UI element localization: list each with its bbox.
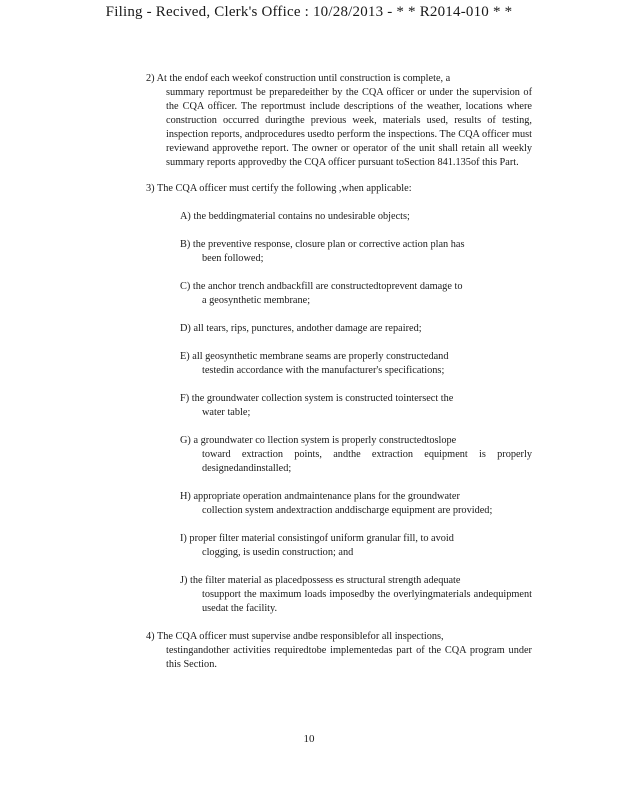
list-item-a xyxy=(180,210,532,224)
paragraph-4-first-line: 4) The CQA officer must supervise andbe responsiblefor all inspections, xyxy=(146,631,444,642)
list-item-continuation: toward extraction points, andthe extraction equipment is properly designedandinstalled; xyxy=(202,449,532,474)
list-item-continuation: a geosynthetic membrane; xyxy=(202,295,311,306)
paragraph-2 xyxy=(146,72,532,170)
list-item-c xyxy=(180,280,532,308)
list-item-continuation: been followed; xyxy=(202,253,264,264)
list-item-d xyxy=(180,322,532,336)
paragraph-2-body: summary reportmust be preparedeither by the CQA officer or under the supervision of the CQA officer. The reportmust include descriptions of the weather, locations where construction occurred duringthe previous week, materials used, results of testing, inspection reports, andprocedures usedto perform the inspections. The CQA officer must reviewand approvethe report. The owner or operator of the unit shall retain all weekly summary reports approvedby the CQA officer pursuant toSection 841.135of this Part. xyxy=(166,87,532,168)
list-item-continuation: tosupport the maximum loads imposedby the overlyingmaterials andequipment usedat the facility. xyxy=(202,589,532,614)
list-item-continuation: collection system andextraction anddischarge equipment are provided; xyxy=(202,505,493,516)
list-item-lead: J) the filter material as placedpossess es structural strength adequate xyxy=(180,575,461,586)
list-item-lead: H) appropriate operation andmaintenance plans for the groundwater xyxy=(180,491,460,502)
document-body xyxy=(146,72,532,672)
list-item-lead: C) the anchor trench andbackfill are constructedtoprevent damage to xyxy=(180,281,463,292)
list-item-lead: F) the groundwater collection system is constructed tointersect the xyxy=(180,393,454,404)
list-item-b xyxy=(180,238,532,266)
list-item-f xyxy=(180,392,532,420)
list-item-lead: A) the beddingmaterial contains no undesirable objects; xyxy=(180,211,410,222)
list-item-j xyxy=(180,574,532,616)
paragraph-2-first-line: 2) At the endof each weekof construction until construction is complete, a xyxy=(146,73,451,84)
list-item-continuation: testedin accordance with the manufacturer's specifications; xyxy=(202,365,445,376)
filing-header: Filing - Recived, Clerk's Office : 10/28/2013 - * * R2014-010 * * xyxy=(105,4,513,20)
list-item-lead: B) the preventive response, closure plan or corrective action plan has xyxy=(180,239,465,250)
list-item-lead: D) all tears, rips, punctures, andother damage are repaired; xyxy=(180,323,422,334)
paragraph-4-body: testingandother activities requiredtobe implementedas part of the CQA program under this Section. xyxy=(166,645,532,670)
paragraph-4 xyxy=(146,630,532,672)
list-item-g xyxy=(180,434,532,476)
list-item-lead: I) proper filter material consistingof uniform granular fill, to avoid xyxy=(180,533,454,544)
list-item-continuation: clogging, is usedin construction; and xyxy=(202,547,354,558)
list-item-lead: E) all geosynthetic membrane seams are properly constructedand xyxy=(180,351,449,362)
page-number: 10 xyxy=(303,733,315,745)
list-item-i xyxy=(180,532,532,560)
list-item-continuation: water table; xyxy=(202,407,251,418)
list-item-lead: G) a groundwater co llection system is properly constructedtoslope xyxy=(180,435,457,446)
paragraph-3: 3) The CQA officer must certify the following ,when applicable: xyxy=(146,183,412,194)
list-item-e xyxy=(180,350,532,378)
list-item-h xyxy=(180,490,532,518)
